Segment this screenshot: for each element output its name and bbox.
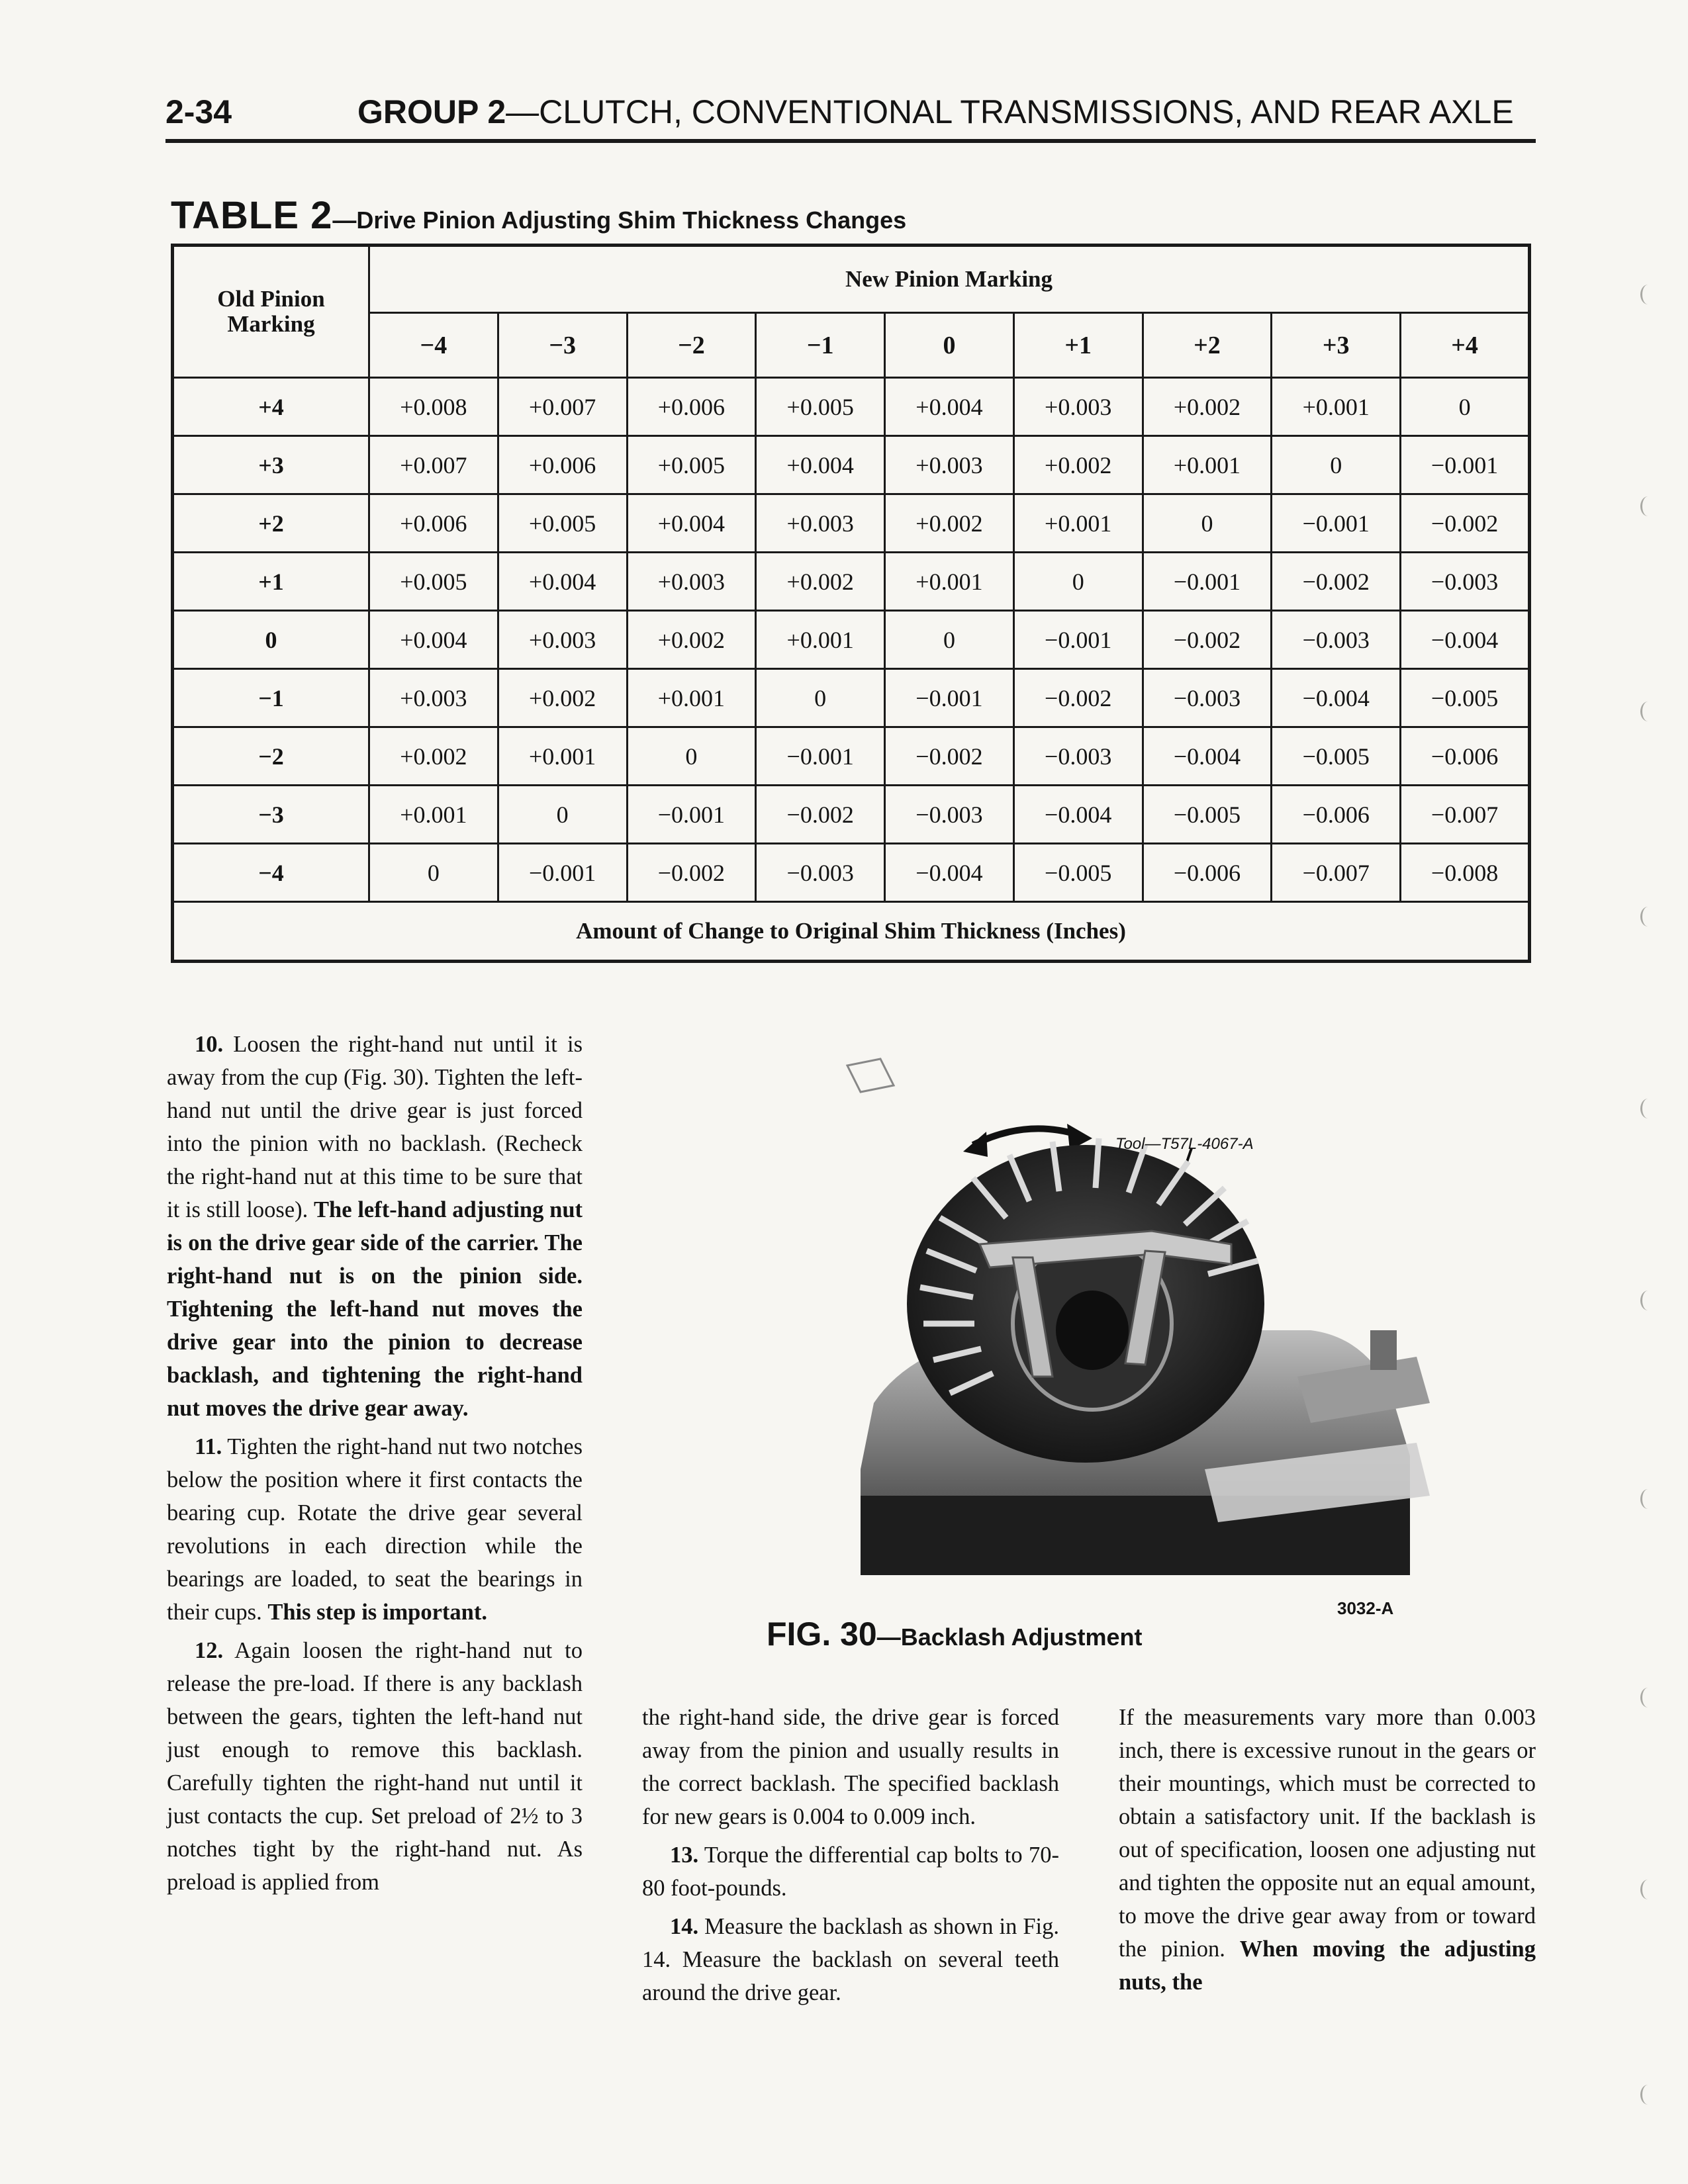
table-cell: −0.006 xyxy=(1272,786,1401,844)
new-pinion-header: New Pinion Marking xyxy=(369,246,1530,313)
step-13 xyxy=(642,1839,1059,1905)
table-cell: 0 xyxy=(1013,553,1143,611)
table-cell: −0.004 xyxy=(1272,669,1401,727)
table-cell: +0.001 xyxy=(1272,378,1401,436)
table-title: —Drive Pinion Adjusting Shim Thickness Changes xyxy=(332,206,907,234)
table-cell: −0.004 xyxy=(885,844,1014,902)
table-row xyxy=(173,436,1530,494)
table-cell: 0 xyxy=(885,611,1014,669)
table-cell: −0.001 xyxy=(1272,494,1401,553)
table-cell: +0.001 xyxy=(756,611,885,669)
step-13-text: Torque the differential cap bolts to 70-80 foot-pounds. xyxy=(642,1843,1059,1901)
row-header: +2 xyxy=(173,494,369,553)
binder-mark xyxy=(1640,1489,1656,1509)
table-cell: −0.007 xyxy=(1272,844,1401,902)
table-cell: +0.005 xyxy=(627,436,756,494)
table-cell: 0 xyxy=(1143,494,1272,553)
table-cell: 0 xyxy=(498,786,627,844)
column-header: −3 xyxy=(498,313,627,378)
header-rule xyxy=(165,139,1536,143)
table-cell: −0.004 xyxy=(1013,786,1143,844)
table-cell: +0.008 xyxy=(369,378,498,436)
step-14-continued-text: If the measurements vary more than 0.003 inch, there is excessive runout in the gears or their mountings, which must be corrected to obtain a satisfactory unit. If the backlash is out of specification, loosen one adjusting nut and tighten the opposite nut an equal amount, to move the drive gear away from or toward the pinion. xyxy=(1119,1705,1536,1962)
table-cell: +0.002 xyxy=(756,553,885,611)
table-cell: −0.006 xyxy=(1143,844,1272,902)
old-pinion-header: Old Pinion Marking xyxy=(173,246,369,378)
table-row xyxy=(173,727,1530,786)
table-cell: +0.003 xyxy=(1013,378,1143,436)
table-cell: +0.006 xyxy=(369,494,498,553)
table-cell: −0.002 xyxy=(885,727,1014,786)
step-14-number: 14. xyxy=(670,1914,699,1939)
binder-mark xyxy=(1640,2085,1656,2105)
figure-label: FIG. 30 xyxy=(767,1615,877,1653)
step-12 xyxy=(167,1634,583,1899)
step-10-text: Loosen the right-hand nut until it is away from the cup (Fig. 30). Tighten the left-hand nut until the drive gear is just forced into the pinion with no backlash. (Recheck the right-hand nut at this time to be sure that it is still loose). xyxy=(167,1032,583,1222)
table-cell: 0 xyxy=(756,669,885,727)
table-cell: −0.002 xyxy=(1013,669,1143,727)
column-header: +2 xyxy=(1143,313,1272,378)
row-header: −3 xyxy=(173,786,369,844)
step-14 xyxy=(642,1910,1059,2009)
figure-title: —Backlash Adjustment xyxy=(876,1623,1143,1651)
table-cell: −0.005 xyxy=(1272,727,1401,786)
table-cell: +0.002 xyxy=(369,727,498,786)
table-row xyxy=(173,786,1530,844)
table-cell: 0 xyxy=(627,727,756,786)
table-cell: −0.006 xyxy=(1401,727,1530,786)
column-header: −1 xyxy=(756,313,885,378)
row-header: −2 xyxy=(173,727,369,786)
row-header: −4 xyxy=(173,844,369,902)
table-cell: +0.001 xyxy=(369,786,498,844)
column-header: +1 xyxy=(1013,313,1143,378)
step-10 xyxy=(167,1028,583,1425)
table-cell: +0.003 xyxy=(885,436,1014,494)
step-14-bold: When moving the adjusting nuts, the xyxy=(1119,1936,1536,1995)
table-cell: −0.001 xyxy=(1401,436,1530,494)
table-cell: +0.001 xyxy=(1013,494,1143,553)
table-cell: +0.002 xyxy=(627,611,756,669)
step-14-continued xyxy=(1119,1701,1536,1999)
step-12-text: Again loosen the right-hand nut to release the pre-load. If there is any backlash between the gears, tighten the left-hand nut just enough to remove this backlash. Carefully tighten the right-hand nut until it just contacts the cup. Set preload of 2½ to 3 notches tight by the right-hand nut. As preload is applied from xyxy=(167,1638,583,1895)
table-footer: Amount of Change to Original Shim Thickness (Inches) xyxy=(173,902,1530,962)
binder-mark xyxy=(1640,1880,1656,1899)
binder-mark xyxy=(1640,1291,1656,1310)
table-cell: −0.002 xyxy=(756,786,885,844)
binder-mark xyxy=(1640,907,1656,927)
table-cell: +0.004 xyxy=(369,611,498,669)
table-cell: −0.001 xyxy=(1013,611,1143,669)
step-13-number: 13. xyxy=(670,1843,699,1868)
table-label: TABLE 2 xyxy=(171,194,333,237)
table-caption xyxy=(171,193,906,238)
table-row xyxy=(173,669,1530,727)
table-cell: 0 xyxy=(369,844,498,902)
table-cell: −0.001 xyxy=(756,727,885,786)
table-cell: −0.001 xyxy=(627,786,756,844)
text-column-1 xyxy=(167,1028,583,1904)
table-cell: −0.001 xyxy=(885,669,1014,727)
table-row xyxy=(173,553,1530,611)
row-header: −1 xyxy=(173,669,369,727)
text-column-3 xyxy=(1119,1701,1536,2004)
table-cell: −0.003 xyxy=(1013,727,1143,786)
table-cell: +0.001 xyxy=(1143,436,1272,494)
table-cell: −0.001 xyxy=(1143,553,1272,611)
table-cell: −0.003 xyxy=(1401,553,1530,611)
table-cell: +0.006 xyxy=(498,436,627,494)
row-header: +3 xyxy=(173,436,369,494)
table-cell: −0.005 xyxy=(1401,669,1530,727)
table-cell: −0.005 xyxy=(1013,844,1143,902)
binder-mark xyxy=(1640,496,1656,516)
table-cell: −0.008 xyxy=(1401,844,1530,902)
column-header: −4 xyxy=(369,313,498,378)
step-10-number: 10. xyxy=(195,1032,224,1057)
group-title xyxy=(357,93,1514,131)
table-cell: +0.003 xyxy=(627,553,756,611)
step-12-number: 12. xyxy=(195,1638,224,1663)
table-cell: +0.007 xyxy=(498,378,627,436)
column-header: 0 xyxy=(885,313,1014,378)
table-cell: −0.001 xyxy=(498,844,627,902)
binder-mark xyxy=(1640,1688,1656,1707)
shim-table xyxy=(171,244,1531,963)
table-cell: +0.004 xyxy=(627,494,756,553)
table-body xyxy=(173,378,1530,902)
figure-caption xyxy=(767,1615,1143,1653)
table-cell: −0.003 xyxy=(756,844,885,902)
binder-mark xyxy=(1640,1099,1656,1118)
table-cell: +0.006 xyxy=(627,378,756,436)
table-cell: +0.003 xyxy=(756,494,885,553)
table-cell: −0.004 xyxy=(1401,611,1530,669)
table-cell: −0.002 xyxy=(1401,494,1530,553)
table-cell: −0.002 xyxy=(627,844,756,902)
table-cell: −0.003 xyxy=(1143,669,1272,727)
table-cell: +0.004 xyxy=(885,378,1014,436)
table-cell: +0.002 xyxy=(885,494,1014,553)
figure-id: 3032-A xyxy=(1337,1598,1394,1618)
row-header: +1 xyxy=(173,553,369,611)
step-14-text: Measure the backlash as shown in Fig. 14. Measure the backlash on several teeth around the drive gear. xyxy=(642,1914,1059,2005)
column-header: +4 xyxy=(1401,313,1530,378)
row-header: +4 xyxy=(173,378,369,436)
step-12-continued-text: the right-hand side, the drive gear is forced away from the pinion and usually results in the correct backlash. The specified backlash for new gears is 0.004 to 0.009 inch. xyxy=(642,1705,1059,1829)
table-cell: +0.005 xyxy=(498,494,627,553)
text-column-2 xyxy=(642,1701,1059,2015)
table-cell: +0.004 xyxy=(498,553,627,611)
step-11-bold: This step is important. xyxy=(267,1600,487,1625)
table-cell: 0 xyxy=(1401,378,1530,436)
page-number: 2-34 xyxy=(165,93,232,130)
table-cell: −0.007 xyxy=(1401,786,1530,844)
table-cell: +0.004 xyxy=(756,436,885,494)
step-11-number: 11. xyxy=(195,1434,222,1459)
table-cell: 0 xyxy=(1272,436,1401,494)
table-cell: −0.004 xyxy=(1143,727,1272,786)
table-cell: −0.002 xyxy=(1272,553,1401,611)
step-12-continued xyxy=(642,1701,1059,1833)
step-11-text: Tighten the right-hand nut two notches below the position where it first contacts the bearing cup. Rotate the drive gear several revolutions in each direction while the bearings are loaded, to seat the bearings in their cups. xyxy=(167,1434,583,1625)
table-row xyxy=(173,844,1530,902)
table-cell: +0.005 xyxy=(756,378,885,436)
row-header: 0 xyxy=(173,611,369,669)
table-cell: +0.002 xyxy=(498,669,627,727)
table-cell: +0.001 xyxy=(627,669,756,727)
table-cell: +0.007 xyxy=(369,436,498,494)
table-cell: −0.005 xyxy=(1143,786,1272,844)
table-cell: +0.001 xyxy=(498,727,627,786)
table-cell: −0.003 xyxy=(1272,611,1401,669)
table-cell: +0.003 xyxy=(369,669,498,727)
table-cell: +0.002 xyxy=(1013,436,1143,494)
group-label: GROUP 2 xyxy=(357,93,506,130)
column-header: +3 xyxy=(1272,313,1401,378)
tool-label: Tool—T57L-4067-A xyxy=(1115,1135,1254,1153)
column-header-row xyxy=(173,313,1530,378)
table-cell: +0.002 xyxy=(1143,378,1272,436)
step-11 xyxy=(167,1430,583,1629)
table-cell: +0.003 xyxy=(498,611,627,669)
table-row xyxy=(173,494,1530,553)
table-cell: −0.003 xyxy=(885,786,1014,844)
binder-mark xyxy=(1640,702,1656,721)
backlash-adjustment-photo xyxy=(834,1046,1430,1608)
binder-mark xyxy=(1640,285,1656,304)
table-cell: +0.001 xyxy=(885,553,1014,611)
table-cell: +0.005 xyxy=(369,553,498,611)
table-row xyxy=(173,378,1530,436)
table-cell: −0.002 xyxy=(1143,611,1272,669)
group-subtitle: —CLUTCH, CONVENTIONAL TRANSMISSIONS, AND REAR AXLE xyxy=(506,93,1514,130)
column-header: −2 xyxy=(627,313,756,378)
table-row xyxy=(173,611,1530,669)
step-10-bold: The left-hand adjusting nut is on the drive gear side of the carrier. The right-hand nut is on the pinion side. Tightening the left-hand nut moves the drive gear into the pinion to decrease backlash, and tightening the right-hand nut moves the drive gear away. xyxy=(167,1197,583,1421)
